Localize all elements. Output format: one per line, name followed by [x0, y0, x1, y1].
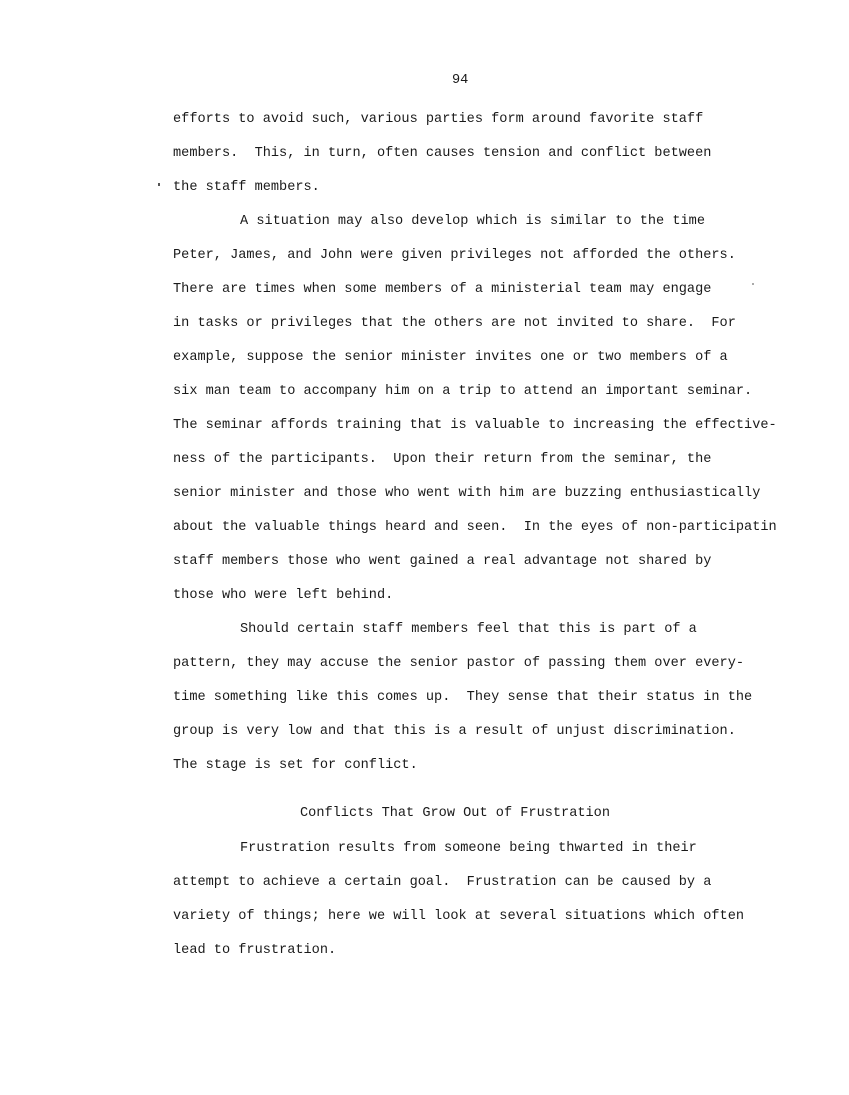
text-line: example, suppose the senior minister invites one or two members of a	[173, 350, 728, 365]
text-line: lead to frustration.	[173, 943, 337, 958]
text-line: The stage is set for conflict.	[173, 758, 418, 773]
page-number: 94	[452, 73, 469, 88]
text-line: the staff members.	[173, 180, 320, 195]
text-line: A situation may also develop which is similar to the time	[240, 214, 705, 229]
text-line: variety of things; here we will look at several situations which often	[173, 909, 745, 924]
text-line: Peter, James, and John were given privileges not afforded the others.	[173, 248, 736, 263]
text-line: Should certain staff members feel that this is part of a	[240, 622, 697, 637]
section-heading: Conflicts That Grow Out of Frustration	[300, 806, 610, 821]
text-line: Frustration results from someone being thwarted in their	[240, 841, 697, 856]
scan-speck	[158, 183, 160, 186]
text-line: pattern, they may accuse the senior pastor of passing them over every-	[173, 656, 745, 671]
text-line: senior minister and those who went with him are buzzing enthusiastically	[173, 486, 761, 501]
text-line: in tasks or privileges that the others are not invited to share. For	[173, 316, 736, 331]
text-line: time something like this comes up. They sense that their status in the	[173, 690, 753, 705]
text-line: members. This, in turn, often causes tension and conflict between	[173, 146, 712, 161]
text-line: six man team to accompany him on a trip to attend an important seminar.	[173, 384, 753, 399]
text-line: efforts to avoid such, various parties form around favorite staff	[173, 112, 704, 127]
text-line: There are times when some members of a ministerial team may engage	[173, 282, 712, 297]
text-line: those who were left behind.	[173, 588, 394, 603]
text-line: ness of the participants. Upon their return from the seminar, the	[173, 452, 712, 467]
text-line: about the valuable things heard and seen. In the eyes of non-participatin	[173, 520, 777, 535]
text-line: attempt to achieve a certain goal. Frustration can be caused by a	[173, 875, 712, 890]
text-line: staff members those who went gained a real advantage not shared by	[173, 554, 712, 569]
text-line: group is very low and that this is a result of unjust discrimination.	[173, 724, 736, 739]
text-line: The seminar affords training that is valuable to increasing the effective-	[173, 418, 777, 433]
scan-speck	[752, 283, 754, 285]
